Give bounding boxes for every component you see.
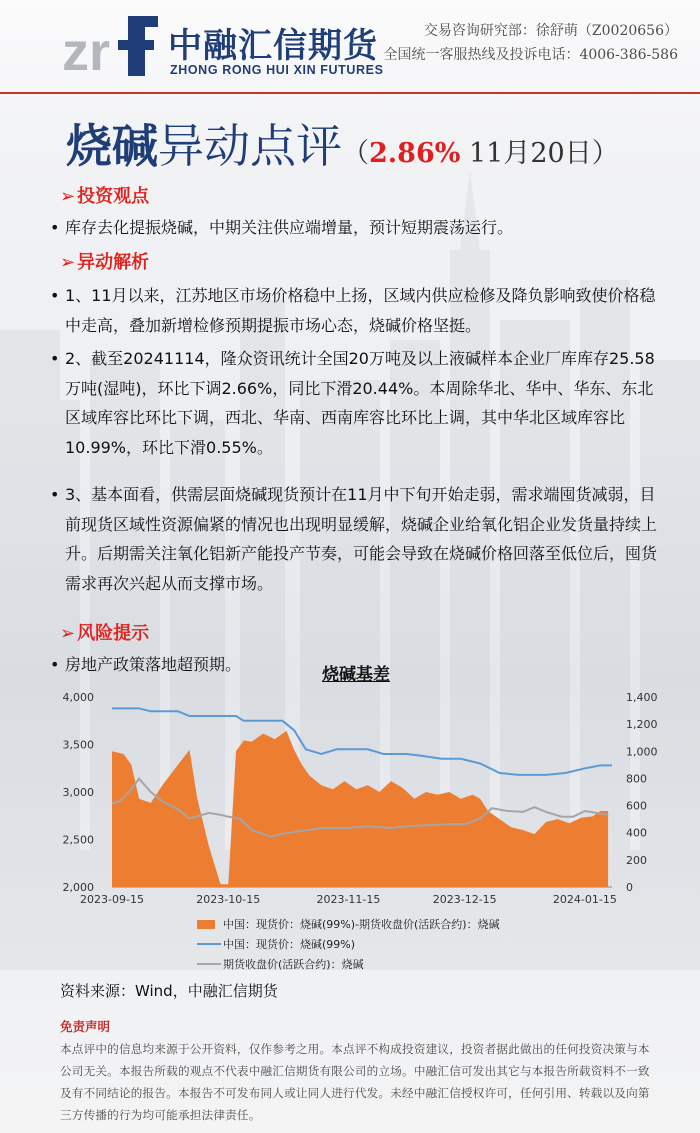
x-tick-label: 2023-09-15 [80,893,144,906]
arrow-icon: ➢ [60,186,76,207]
legend-label: 期货收盘价(活跃合约)：烧碱 [223,958,364,971]
disclaimer-title: 免责声明 [60,1019,111,1034]
data-source: 资料来源：Wind，中融汇信期货 [60,982,278,1000]
x-tick-label: 2024-01-15 [552,893,617,906]
svg-text:zr: zr [62,22,111,80]
y-right-tick-label: 800 [626,772,647,786]
bullet-icon: • [50,485,60,504]
bullet-icon: • [50,655,60,674]
paragraph-text: 3、基本面看，供需层面烧碱现货预计在11月中下旬开始走弱，需求端囤货减弱，目前现货区域性资源偏紧的情况也出现明显缓解，烧碱企业给氧化铝企业发货量持续上升。后期需关注氧化铝新产能投产节奏，可能会导致在烧碱价格回落至低位后，囤货需求再次兴起从而支撑市场。 [65,485,658,593]
report-title [66,110,619,176]
paragraph-text: 2、截至20241114，隆众资讯统计全国20万吨及以上液碱样本企业厂库库存25.58万吨(湿吨)，环比下调2.66%，同比下滑20.44%。本周除华北、华中、华东、东北区域库容比环比下调，西北、华南、西南库容比环比上调，其中华北区域库容比10.99%，环比下滑0.55%。 [65,349,655,457]
section-title: 风险提示 [77,623,150,644]
y-right-tick-label: 600 [626,799,647,813]
company-logo-icon [60,10,160,80]
y-left-tick-label: 3,000 [62,786,94,799]
title-paren-open: （ [342,138,369,169]
paragraph-text: 库存去化提振烧碱，中期关注供应端增量，预计短期震荡运行。 [65,218,514,237]
arrow-icon: ➢ [60,623,76,644]
y-left-tick-label: 2,500 [62,833,94,847]
risk-paragraph [50,650,350,680]
arrow-icon: ➢ [60,252,76,273]
section-header-analysis [60,248,149,274]
bullet-icon: • [50,218,60,237]
hotline-contact: 全国统一客服热线及投诉电话：4006-386-586 [383,47,678,63]
y-right-tick-label: 1,000 [626,745,658,759]
x-tick-label: 2023-11-15 [316,893,381,906]
view-paragraph [50,213,665,243]
y-left-tick-label: 2,000 [62,881,94,894]
disclaimer-text: 本点评中的信息均来源于公开资料，仅作参考之用。本点评不构成投资建议，投资者据此做出的任何投资决策与本公司无关。本报告所载的观点不代表中融汇信期货有限公司的立场。中融汇信可发出其它与本报告所载资料不一致及有不同结论的报告。本报告不可发布同人或让同人进行代发。未经中融汇信授权许可，任何引用、转载以及向第三方传播的行为均可能承担法律责任。 [60,1042,650,1122]
section-header-risk [60,619,149,645]
section-title: 异动解析 [77,252,150,273]
y-left-tick-label: 3,500 [62,738,94,752]
title-product: 烧碱 [66,119,158,173]
title-type: 异动点评 [158,119,342,173]
analysis-paragraph-1 [50,281,665,340]
y-right-tick-label: 1,400 [626,691,658,704]
section-title: 投资观点 [77,186,150,207]
paragraph-text: 房地产政策落地超预期。 [65,655,242,674]
title-date: 11月20日 [460,138,592,169]
legend-swatch [197,920,215,929]
company-name-en: ZHONG RONG HUI XIN FUTURES [170,63,384,77]
section-header-view [60,182,149,208]
y-right-tick-label: 1,200 [626,718,658,732]
y-left-tick-label: 4,000 [62,691,94,704]
legend-label: 中国：现货价：烧碱(99%)-期货收盘价(活跃合约)：烧碱 [223,918,500,931]
chart-title: 烧碱基差 [322,665,390,685]
paragraph-text: 1、11月以来，江苏地区市场价格稳中上扬，区域内供应检修及降负影响致使价格稳中走高，叠加新增检修预期提振市场心态，烧碱价格坚挺。 [65,286,656,335]
analyst-contact: 交易咨询研究部：徐舒萌（Z0020656） [423,23,678,39]
y-right-tick-label: 400 [626,826,647,840]
company-name-cn: 中融汇信期货 [168,26,378,66]
title-paren-close: ） [591,138,619,169]
bullet-icon: • [50,349,60,368]
header-divider [0,92,700,94]
x-tick-label: 2023-10-15 [196,893,261,906]
y-right-tick-label: 200 [626,853,647,867]
legend-label: 中国：现货价：烧碱(99%) [223,938,356,951]
analysis-paragraph-2 [50,344,665,462]
analysis-paragraph-3 [50,480,665,598]
x-tick-label: 2023-12-15 [432,893,497,906]
bullet-icon: • [50,286,60,305]
y-right-tick-label: 0 [626,881,633,894]
series-area-basis [112,731,608,887]
basis-chart [60,682,670,977]
title-change-pct: 2.86% [369,138,461,169]
